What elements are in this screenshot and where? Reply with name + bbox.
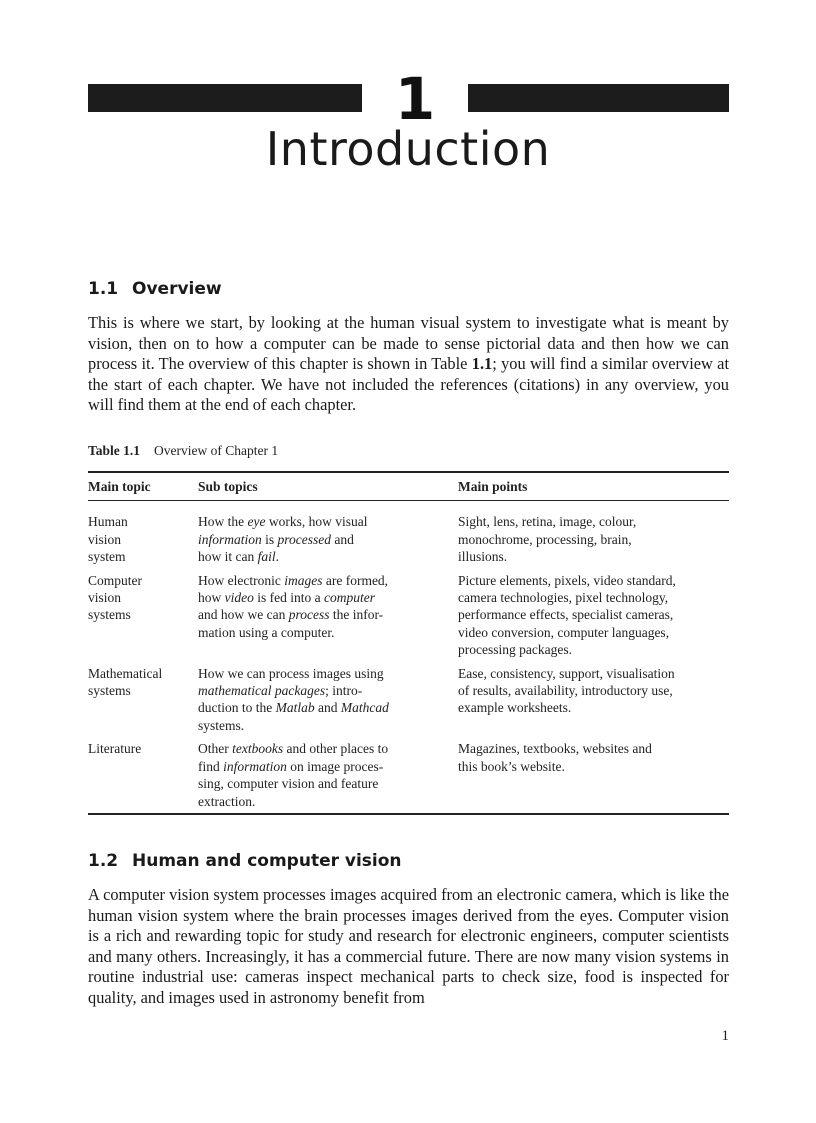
cell-text: and how it can: [198, 531, 354, 565]
paragraph-text: This is where we start, by looking at the human visual system to investigate what is meant by vision, then on to how a computer can be made to sense pictorial data and then how we can process it. The overview of this chapter is shown in Table: [88, 313, 729, 374]
cell-text: and: [314, 700, 341, 716]
table-body: [88, 502, 729, 816]
emphasis-text: textbooks: [232, 741, 284, 757]
column-header: Main topic: [88, 479, 151, 494]
cell-main-points: Sight, lens, retina, image, colour, monochrome, processing, brain, illusions.: [458, 514, 637, 565]
section-number: 1.2: [88, 851, 119, 871]
cell-text: ; intro- duction to the: [198, 683, 363, 716]
cell-main-points: Picture elements, pixels, video standard, camera technologies, pixel technology, performance effects, specialist cameras, video conversion, computer languages, processing packages.: [458, 572, 676, 658]
emphasis-text: eye: [247, 514, 266, 530]
cell-sub-topics: [198, 740, 458, 816]
table-caption-text: Overview of Chapter 1: [154, 443, 279, 458]
paragraph-text: ; you will find a similar overview at the start of each chapter. We have not included the references (citations) in any overview, you will find them at the end of each chapter.: [88, 354, 729, 415]
table-row: [88, 502, 729, 571]
section-title: Human and computer vision: [132, 851, 402, 871]
cell-text: is fed into a: [253, 590, 324, 606]
cell-main-points: Ease, consistency, support, visualisation of results, availability, introductory use, example worksheets.: [458, 665, 675, 716]
table-label: Table 1.1: [88, 443, 141, 458]
cell-text: How the: [198, 514, 248, 530]
cell-text: Other: [198, 741, 233, 757]
chapter-bar-right: [468, 84, 729, 112]
table-row: [88, 572, 729, 665]
table-header-row: [88, 472, 729, 502]
cell-main-points: Magazines, textbooks, websites and this book’s website.: [458, 741, 652, 774]
emphasis-text: mathematical packages: [198, 683, 326, 699]
table-row: [88, 665, 729, 741]
emphasis-text: computer: [324, 590, 375, 606]
table-caption: [88, 443, 278, 459]
column-header: Sub topics: [198, 479, 258, 494]
cell-sub-topics: [198, 572, 458, 665]
cell-text: systems.: [198, 717, 245, 733]
emphasis-text: processed: [277, 531, 332, 547]
emphasis-text: Mathcad: [340, 700, 389, 716]
cell-text: the infor- mation using a computer.: [198, 607, 384, 640]
cell-text: is: [261, 531, 278, 547]
overview-paragraph: [88, 313, 729, 416]
cell-main-topic: Computer vision systems: [88, 572, 142, 623]
emphasis-text: fail: [257, 549, 276, 565]
cell-sub-topics: [198, 502, 458, 571]
overview-table: [88, 472, 729, 816]
page-number: 1: [721, 1028, 729, 1044]
table-reference: 1.1: [471, 354, 493, 374]
chapter-title: Introduction: [265, 122, 551, 176]
cell-main-topic: Mathematical systems: [88, 665, 163, 699]
cell-text: and other places to find: [198, 741, 389, 774]
emphasis-text: video: [224, 590, 254, 606]
section-title: Overview: [132, 279, 222, 299]
cell-text: works, how visual: [268, 514, 368, 530]
section-number: 1.1: [88, 279, 119, 299]
table-row: [88, 740, 729, 816]
cell-text: on image proces- sing, computer vision and feature extraction.: [198, 758, 384, 809]
cell-main-topic: Human vision system: [88, 514, 128, 565]
section-heading-overview: [88, 279, 222, 299]
cell-text: How electronic: [198, 572, 285, 588]
emphasis-text: information: [223, 758, 287, 774]
chapter-number: 1: [394, 65, 436, 133]
vision-paragraph: A computer vision system processes images acquired from an electronic camera, which is like the human vision system where the brain processes images derived from the eyes. Computer vision is a rich and rewarding topic for study and research for electronic engineers, computer scientists and many others. Increasingly, it has a commercial future. There are now many vision systems in routine industrial use: cameras inspect mechanical parts to check size, food is inspected for quality, and images used in astronomy benefit from: [88, 885, 729, 1007]
table-bottom-rule: [88, 813, 729, 815]
cell-main-topic: Literature: [88, 741, 142, 757]
cell-sub-topics: [198, 665, 458, 741]
emphasis-text: process: [288, 607, 330, 623]
chapter-bar-left: [88, 84, 362, 112]
section-heading-human-computer-vision: [88, 851, 402, 871]
cell-text: How we can process images using: [198, 665, 384, 681]
emphasis-text: information: [198, 531, 262, 547]
cell-text: and how we can: [198, 607, 286, 623]
cell-text: .: [275, 549, 280, 565]
emphasis-text: images: [284, 572, 323, 588]
column-header: Main points: [458, 479, 528, 494]
cell-text: are formed, how: [198, 572, 389, 606]
table-header-rule: [88, 500, 729, 501]
emphasis-text: Matlab: [275, 700, 315, 716]
